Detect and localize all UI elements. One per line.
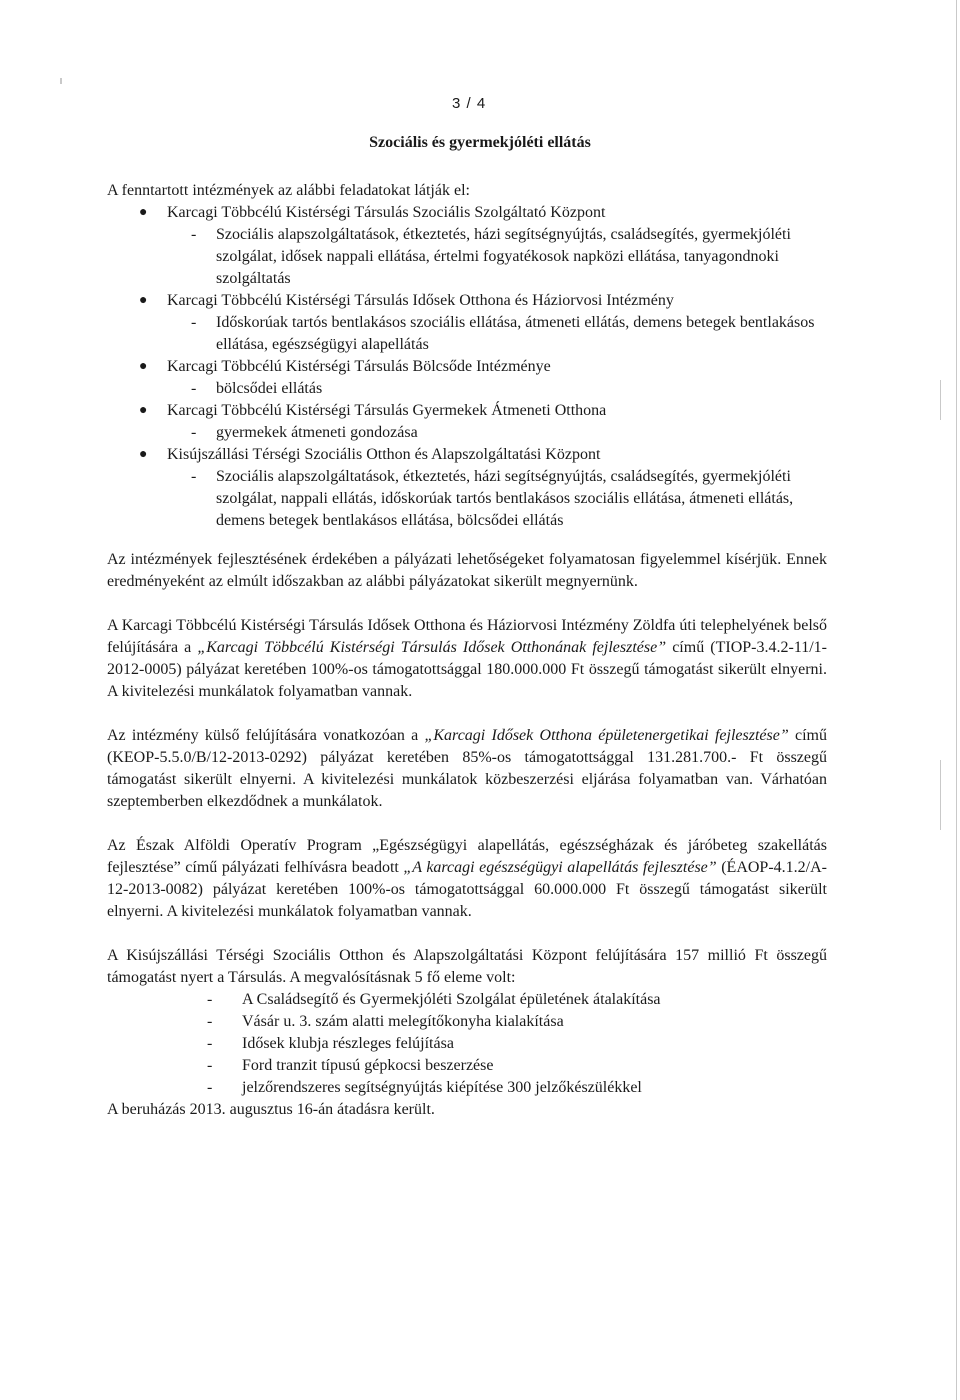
institution-name: Karcagi Többcélú Kistérségi Társulás Bölcsőde Intézménye: [167, 358, 551, 375]
bullet-icon: ●: [139, 293, 148, 308]
scan-edge-line: [956, 0, 957, 1400]
project-element-item: [107, 1033, 827, 1055]
service-item: [191, 224, 827, 290]
bullet-icon: ●: [139, 447, 148, 462]
dash-icon: -: [191, 226, 197, 243]
dash-icon: -: [191, 380, 197, 397]
bullet-icon: ●: [139, 403, 148, 418]
paragraph-text: Az intézmény külső felújítására vonatkozóan a: [107, 727, 425, 744]
project-element-text: jelzőrendszeres segítségnyújtás kiépítése 300 jelzőkészülékkel: [242, 1079, 642, 1096]
dash-icon: -: [191, 424, 197, 441]
service-group: [107, 312, 827, 356]
institution-item: [107, 444, 827, 466]
project-element-text: Idősek klubja részleges felújítása: [242, 1035, 454, 1052]
service-group: [107, 466, 827, 532]
service-item: [191, 422, 827, 444]
dash-icon: -: [207, 1013, 213, 1030]
institution-item: [107, 202, 827, 224]
institution-name: Karcagi Többcélú Kistérségi Társulás Gyermekek Átmeneti Otthona: [167, 402, 607, 419]
project-title: „A karcagi egészségügyi alapellátás fejlesztése”: [403, 859, 717, 876]
service-group: [107, 422, 827, 444]
scan-edge-line: [940, 380, 941, 420]
institution-item: [107, 400, 827, 422]
paragraph-text: című (TIOP-3.4.2-11/1-2012-0005) pályázat keretében 100%-os támogatottsággal 180.000.000 Ft összegű támogatást sikerült elnyerni. A kivitelezési munkálatok folyamatban vannak.: [107, 639, 828, 700]
paragraph-text: A Karcagi Többcélú Kistérségi Társulás Idősek Otthona és Háziorvosi Intézmény Zöldfa úti telephelyének belső felújítására a: [107, 617, 827, 656]
service-list: [107, 312, 827, 356]
service-group: [107, 224, 827, 290]
project-element-text: Ford tranzit típusú gépkocsi beszerzése: [242, 1057, 494, 1074]
project-element-item: [107, 1055, 827, 1077]
service-text: gyermekek átmeneti gondozása: [216, 424, 418, 441]
paragraph-text: (ÉAOP-4.1.2/A-12-2013-0082) pályázat keretében 100%-os támogatottsággal 60.000.000 Ft összegű támogatást sikerült elnyerni. A kivitelezési munkálatok folyamatban vannak.: [107, 859, 827, 920]
project-elements-list: [107, 989, 827, 1099]
institution-name: Kisújszállási Térségi Szociális Otthon és Alapszolgáltatási Központ: [167, 446, 601, 463]
bullet-icon: ●: [139, 359, 148, 374]
service-text: Időskorúak tartós bentlakásos szociális ellátása, átmeneti ellátás, demens betegek bentlakásos ellátása, egészségügyi alapellátás: [216, 314, 815, 353]
dash-icon: -: [191, 468, 197, 485]
project-element-item: [107, 1011, 827, 1033]
service-list: [107, 422, 827, 444]
service-item: [191, 378, 827, 400]
service-text: bölcsődei ellátás: [216, 380, 323, 397]
page-number: 3 / 4: [452, 95, 487, 112]
closing-text: A beruházás 2013. augusztus 16-án átadásra került.: [107, 1101, 435, 1118]
scan-edge-line: [940, 760, 941, 830]
institution-name: Karcagi Többcélú Kistérségi Társulás Szociális Szolgáltató Központ: [167, 204, 606, 221]
project-element-text: A Családsegítő és Gyermekjóléti Szolgálat épületének átalakítása: [242, 991, 661, 1008]
project-title: „Karcagi Többcélú Kistérségi Társulás Idősek Otthonának fejlesztése”: [197, 639, 667, 656]
intro-text: A fenntartott intézmények az alábbi feladatokat látják el:: [107, 182, 470, 199]
dash-icon: -: [207, 1079, 213, 1096]
institution-list: [107, 202, 827, 532]
service-list: [107, 378, 827, 400]
institution-item: [107, 290, 827, 312]
dash-icon: -: [207, 991, 213, 1008]
grant-paragraph: [107, 725, 827, 813]
grant-paragraph: [107, 615, 827, 703]
dash-icon: -: [191, 314, 197, 331]
service-text: Szociális alapszolgáltatások, étkeztetés, házi segítségnyújtás, családsegítés, gyermekjóléti szolgálat, nappali ellátás, időskorúak tartós bentlakásos szociális ellátása, átmeneti ellátás, demens betegek bentlakásos ellátása, bölcsődei ellátás: [216, 468, 794, 529]
paragraph-text: című (KEOP-5.5.0/B/12-2013-0292) pályázat keretében 85%-os támogatottsággal 131.281.700.- Ft összegű támogatást sikerült elnyerni. A kivitelezési munkálatok közbeszerzési eljárása folyamatban van. Várhatóan szeptemberben elkezdődnek a munkálatok.: [107, 727, 827, 810]
service-item: [191, 466, 827, 532]
service-list: [107, 466, 827, 532]
grant-paragraph: [107, 835, 827, 923]
project-element-item: [107, 989, 827, 1011]
service-item: [191, 312, 827, 356]
document-body: [107, 180, 827, 1121]
project-element-text: Vásár u. 3. szám alatti melegítőkonyha kialakítása: [242, 1013, 564, 1030]
service-group: [107, 378, 827, 400]
project-title: „Karcagi Idősek Otthona épületenergetikai fejlesztése”: [424, 727, 789, 744]
dash-icon: -: [207, 1035, 213, 1052]
service-text: Szociális alapszolgáltatások, étkeztetés, házi segítségnyújtás, családsegítés, gyermekjóléti szolgálat, idősek nappali ellátása, értelmi fogyatékosok napközi ellátása, tanyagondnoki szolgáltatás: [216, 226, 791, 287]
service-list: [107, 224, 827, 290]
section-title: Szociális és gyermekjóléti ellátás: [369, 134, 591, 151]
institution-name: Karcagi Többcélú Kistérségi Társulás Idősek Otthona és Háziorvosi Intézmény: [167, 292, 674, 309]
grants-intro-paragraph: Az intézmények fejlesztésének érdekében a pályázati lehetőségeket folyamatosan figyelemmel kísérjük. Ennek eredményeként az elmúlt időszakban az alábbi pályázatokat sikerült megnyernünk.: [107, 551, 827, 590]
institution-item: [107, 356, 827, 378]
paragraph-text: Az Észak Alföldi Operatív Program „Egészségügyi alapellátás, egészségházak és járóbeteg szakellátás fejlesztése” című pályázati felhívásra beadott: [107, 837, 827, 876]
project-element-item: [107, 1077, 827, 1099]
scan-speck: [60, 78, 62, 84]
bullet-icon: ●: [139, 205, 148, 220]
grant-paragraph: A Kisújszállási Térségi Szociális Otthon és Alapszolgáltatási Központ felújítására 157 millió Ft összegű támogatást nyert a Társulás. A megvalósításnak 5 fő eleme volt:: [107, 947, 827, 986]
dash-icon: -: [207, 1057, 213, 1074]
